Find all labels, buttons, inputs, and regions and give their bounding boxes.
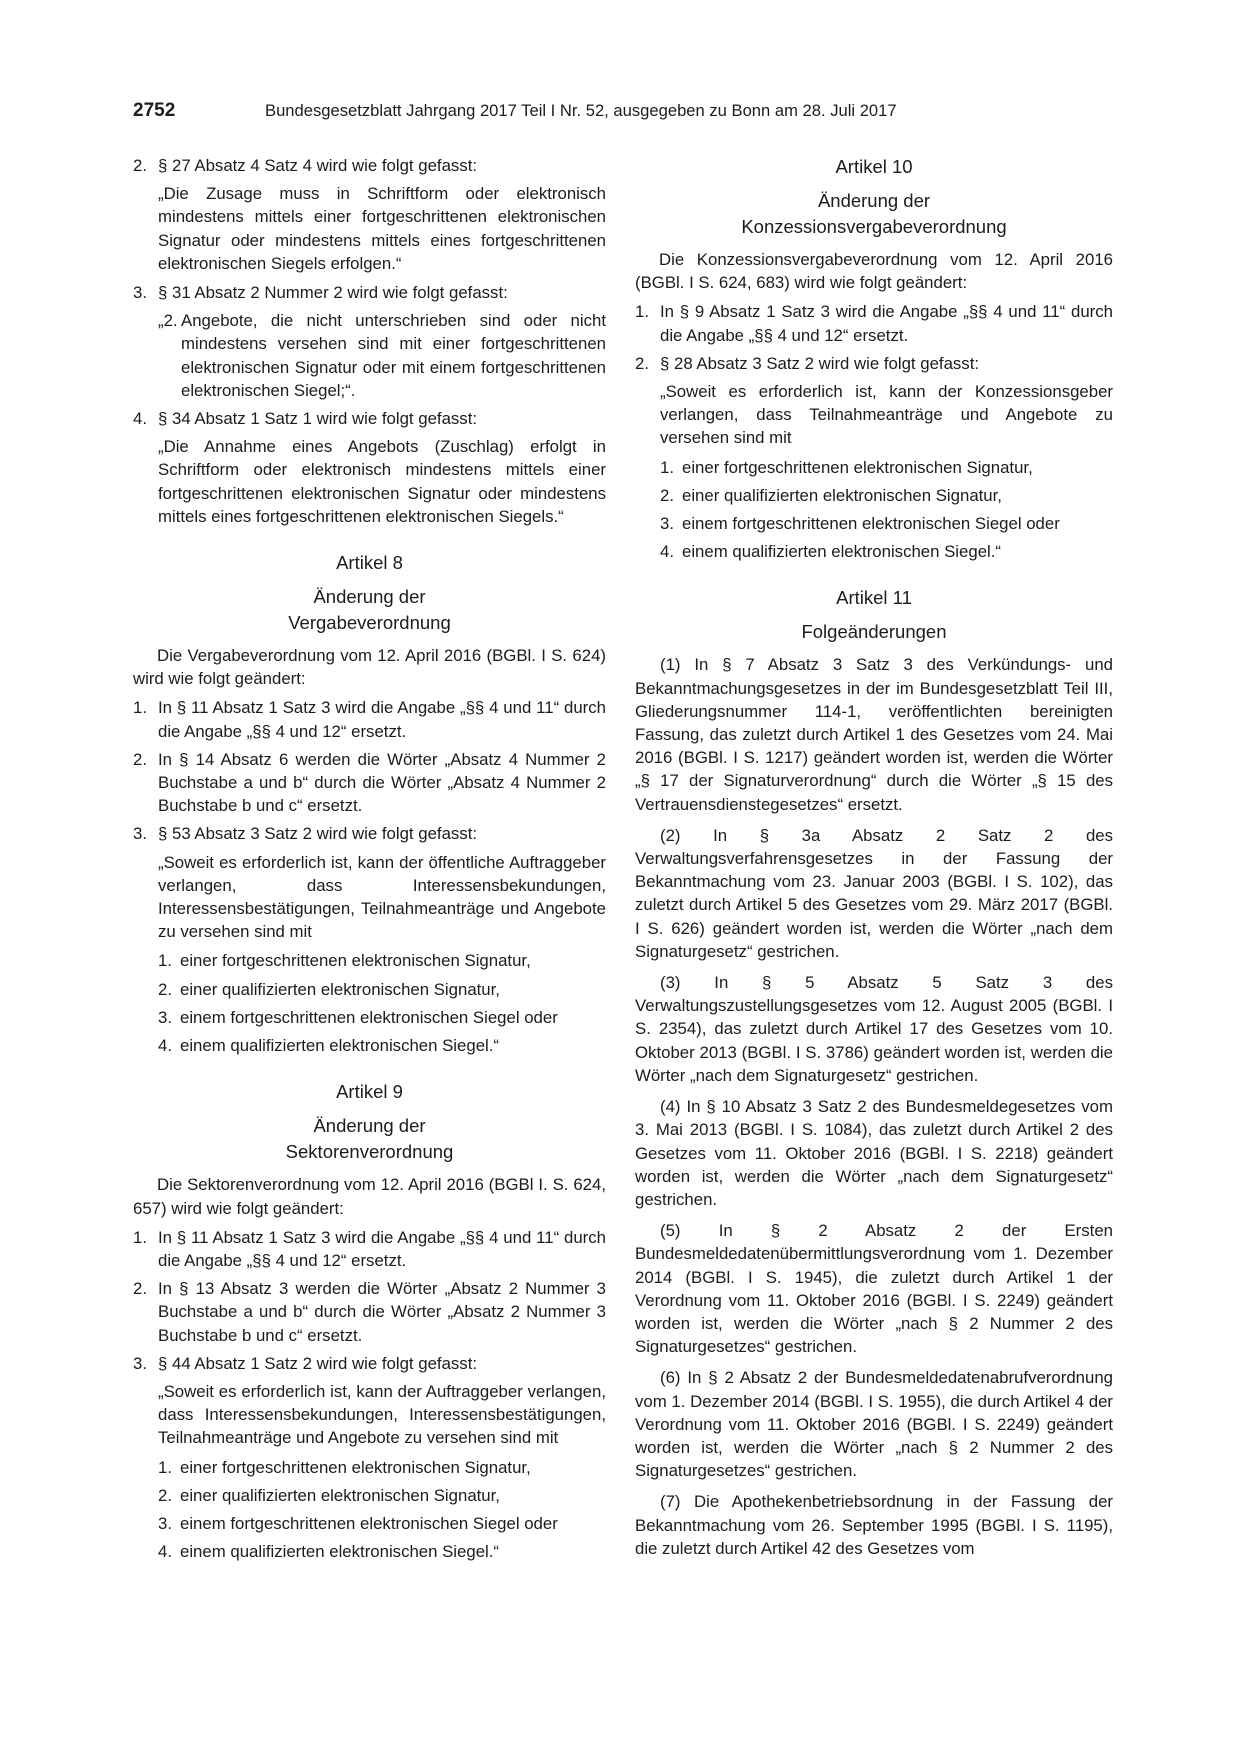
paragraph: (5) In § 2 Absatz 2 der Ersten Bundesmeldedatenübermittlungsverordnung vom 1. Dezember 2014 (BGBl. I S. 1945), die zuletzt durch Artikel 1 der Verordnung vom 11. Oktober 2016 (BGBl. I S. 2249) geändert worden ist, werden die Wörter „nach § 2 Nummer 2 des Signaturgesetzes“ gestrichen. [635,1221,1113,1357]
article-heading: Artikel 9 [336,1081,403,1103]
article-title [133,584,606,636]
item-text: einer qualifizierten elektronischen Signatur, [180,979,500,999]
list-item [635,300,1113,346]
item-text: einem qualifizierten elektronischen Siegel.“ [180,1036,500,1056]
item-text: In § 13 Absatz 3 werden die Wörter „Absatz 2 Nummer 3 Buchstabe a und b“ durch die Wörter „Absatz 2 Nummer 3 Buchstabe b und c“ ersetzt. [158,1279,606,1345]
item-number: 3. [660,514,674,534]
quoted-text: „Soweit es erforderlich ist, kann der öffentliche Auftraggeber verlangen, dass Interessensbekundungen, Interessensbestätigungen, Teilnahmeanträge und Angebote zu versehen sind mit [158,852,606,942]
item-number: 4. [660,542,674,562]
quoted-list-item [660,540,1113,563]
item-number: 3. [133,283,147,303]
quoted-text: „Die Zusage muss in Schriftform oder elektronisch mindestens mittels einer fortgeschrittenen elektronischen Signatur oder mindestens mittels eines fortgeschrittenen elektronischen Siegels erfolgen.“ [158,184,606,273]
item-text: einem fortgeschrittenen elektronischen Siegel oder [180,1513,558,1533]
item-number: 3. [133,1353,147,1373]
item-text: § 44 Absatz 1 Satz 2 wird wie folgt gefasst: [158,1353,478,1373]
quoted-text: „Die Annahme eines Angebots (Zuschlag) erfolgt in Schriftform oder elektronisch mindestens mittels einer fortgeschrittenen elektronischen Signatur oder mindestens mittels eines fortgeschrittenen elektronischen Siegels.“ [158,437,606,526]
item-text: einer fortgeschrittenen elektronischen Signatur, [682,457,1033,477]
list-item [133,1352,606,1375]
item-text: § 34 Absatz 1 Satz 1 wird wie folgt gefasst: [158,409,478,429]
item-number: 2. [133,156,147,175]
item-text: In § 14 Absatz 6 werden die Wörter „Absatz 4 Nummer 2 Buchstabe a und b“ durch die Wörter „Absatz 4 Nummer 2 Buchstabe b und c“ ersetzt. [158,749,606,816]
left-column [133,154,606,1568]
item-number: 2. [635,353,649,373]
quoted-sub-item [158,309,606,402]
right-column [635,154,1113,1568]
article-intro: Die Sektorenverordnung vom 12. April 2016 (BGBl I. S. 624, 657) wird wie folgt geändert: [133,1175,606,1218]
quoted-list-item [158,1456,606,1479]
quoted-list-item [158,978,606,1001]
item-text: § 53 Absatz 3 Satz 2 wird wie folgt gefasst: [158,824,478,844]
item-number: 2. [133,1279,147,1299]
paragraph: (1) In § 7 Absatz 3 Satz 3 des Verkündungs- und Bekanntmachungsgesetzes in der im Bundesgesetzblatt Teil III, Gliederungsnummer 114-1, veröffentlichten bereinigten Fassung, das zuletzt durch Artikel 1 des Gesetzes vom 24. Mai 2016 (BGBl. I S. 1217) geändert worden ist, werden die Wörter „§ 17 der Signaturverordnung“ durch die Wörter „§ 15 des Vertrauensdienstegesetzes“ ersetzt. [635,655,1113,814]
item-number: 2. [158,1485,172,1505]
item-number: 2. [158,979,172,999]
sub-item-text: Angebote, die nicht unterschrieben sind oder nicht mindestens versehen sind mit einer fortgeschrittenen elektronischen Signatur oder mit einem fortgeschrittenen elektronischen Siegel;“. [181,311,606,400]
list-item [133,696,606,742]
quoted-list-item [158,1540,606,1563]
article-heading: Artikel 10 [835,156,913,177]
item-number: 3. [133,824,147,844]
item-number: 1. [158,1457,172,1477]
item-text: § 31 Absatz 2 Nummer 2 wird wie folgt gefasst: [158,283,508,303]
quoted-list-item [158,949,606,972]
page-number: 2752 [133,100,176,121]
paragraph: (4) In § 10 Absatz 3 Satz 2 des Bundesmeldegesetzes vom 3. Mai 2013 (BGBl. I S. 1084), das zuletzt durch Artikel 2 des Gesetzes vom 11. Oktober 2016 (BGBl. I S. 2218) geändert worden ist, werden die Wörter „nach dem Signaturgesetz“ gestrichen. [635,1097,1113,1209]
list-item [133,1277,606,1347]
item-text: einem fortgeschrittenen elektronischen Siegel oder [180,1007,558,1027]
list-item [133,407,606,430]
item-number: 1. [133,698,147,718]
quoted-list-item [158,1484,606,1507]
quoted-text: „Soweit es erforderlich ist, kann der Auftraggeber verlangen, dass Interessensbekundungen, Interessensbestätigungen, Teilnahmeanträge und Angebote zu versehen sind mit [158,1381,606,1448]
list-item [133,154,606,177]
quoted-list-item [158,1512,606,1535]
item-number: 4. [133,409,147,429]
page-header [133,100,1113,128]
item-text: In § 9 Absatz 1 Satz 3 wird die Angabe „§§ 4 und 11“ durch die Angabe „§§ 4 und 12“ ersetzt. [660,302,1113,345]
quoted-list-item [158,1034,606,1057]
quoted-text: „Soweit es erforderlich ist, kann der Konzessionsgeber verlangen, dass Teilnahmeanträge und Angebote zu versehen sind mit [660,382,1113,448]
article-intro: Die Vergabeverordnung vom 12. April 2016 (BGBl. I S. 624) wird wie folgt geändert: [133,646,606,689]
item-text: einem fortgeschrittenen elektronischen Siegel oder [682,514,1060,534]
item-number: 1. [660,457,674,477]
article-title [133,1113,606,1165]
quoted-list-item [660,512,1113,535]
item-text: einer qualifizierten elektronischen Signatur, [180,1485,500,1505]
article-heading: Artikel 11 [836,587,912,609]
item-number: 1. [133,1227,147,1247]
item-text: einer fortgeschrittenen elektronischen Signatur, [180,951,531,971]
article-title: Folgeänderungen [801,621,947,643]
article-title-line: Sektorenverordnung [285,1141,454,1163]
item-number: 2. [133,749,147,769]
quoted-list-item [660,484,1113,507]
article-heading: Artikel 8 [336,552,403,574]
article-title-line: Änderung der [817,190,931,211]
item-text: § 28 Absatz 3 Satz 2 wird wie folgt gefasst: [660,353,980,373]
list-item [635,352,1113,375]
article-title [635,188,1113,240]
item-text: einer fortgeschrittenen elektronischen Signatur, [180,1457,531,1477]
quoted-list-item [660,456,1113,479]
quoted-list-item [158,1006,606,1029]
article-title-line: Änderung der [313,1115,426,1137]
list-item [133,1226,606,1272]
paragraph: (3) In § 5 Absatz 5 Satz 3 des Verwaltungszustellungsgesetzes vom 12. August 2005 (BGBl. I S. 2354), das zuletzt durch Artikel 17 des Gesetzes vom 10. Oktober 2013 (BGBl. I S. 3786) geändert worden ist, werden die Wörter „nach dem Signaturgesetz“ gestrichen. [635,973,1113,1085]
item-number: 3. [158,1007,172,1027]
item-text: In § 11 Absatz 1 Satz 3 wird die Angabe „§§ 4 und 11“ durch die Angabe „§§ 4 und 12“ ersetzt. [158,1227,606,1270]
article-intro: Die Konzessionsvergabeverordnung vom 12. April 2016 (BGBl. I S. 624, 683) wird wie folgt geändert: [635,250,1113,293]
item-text: In § 11 Absatz 1 Satz 3 wird die Angabe „§§ 4 und 11“ durch die Angabe „§§ 4 und 12“ ersetzt. [158,698,606,741]
sub-item-number: „2. [158,311,178,331]
item-number: 3. [158,1513,172,1533]
item-number: 2. [660,485,674,505]
list-item [133,281,606,304]
item-text: einer qualifizierten elektronischen Signatur, [682,485,1002,505]
article-title-line: Konzessionsvergabeverordnung [741,216,1007,237]
item-text: § 27 Absatz 4 Satz 4 wird wie folgt gefasst: [158,156,478,175]
item-number: 1. [635,302,649,322]
list-item [133,822,606,845]
item-text: einem qualifizierten elektronischen Siegel.“ [180,1542,500,1562]
running-head: Bundesgesetzblatt Jahrgang 2017 Teil I Nr. 52, ausgegeben zu Bonn am 28. Juli 2017 [265,101,897,120]
item-text: einem qualifizierten elektronischen Siegel.“ [682,542,1002,562]
list-item [133,748,606,818]
paragraph: (2) In § 3a Absatz 2 Satz 2 des Verwaltungsverfahrensgesetzes in der Fassung der Bekanntmachung vom 23. Januar 2003 (BGBl. I S. 102), das zuletzt durch Artikel 5 des Gesetzes vom 29. März 2017 (BGBl. I S. 626) geändert worden ist, werden die Wörter „nach dem Signaturgesetz“ gestrichen. [635,825,1113,961]
item-number: 1. [158,951,172,971]
article-title-line: Änderung der [313,586,426,608]
article-title-line: Vergabeverordnung [288,612,451,634]
paragraph: (7) Die Apothekenbetriebsordnung in der Fassung der Bekanntmachung vom 26. September 1995 (BGBl. I S. 1195), die zuletzt durch Artikel 42 des Gesetzes vom [635,1492,1113,1558]
item-number: 4. [158,1542,172,1562]
item-number: 4. [158,1036,172,1056]
paragraph: (6) In § 2 Absatz 2 der Bundesmeldedatenabrufverordnung vom 1. Dezember 2014 (BGBl. I S. 1955), die durch Artikel 4 der Verordnung vom 11. Oktober 2016 (BGBl. I S. 2249) geändert worden ist, werden die Wörter „nach § 2 Nummer 2 des Signaturgesetzes“ gestrichen. [635,1368,1113,1481]
